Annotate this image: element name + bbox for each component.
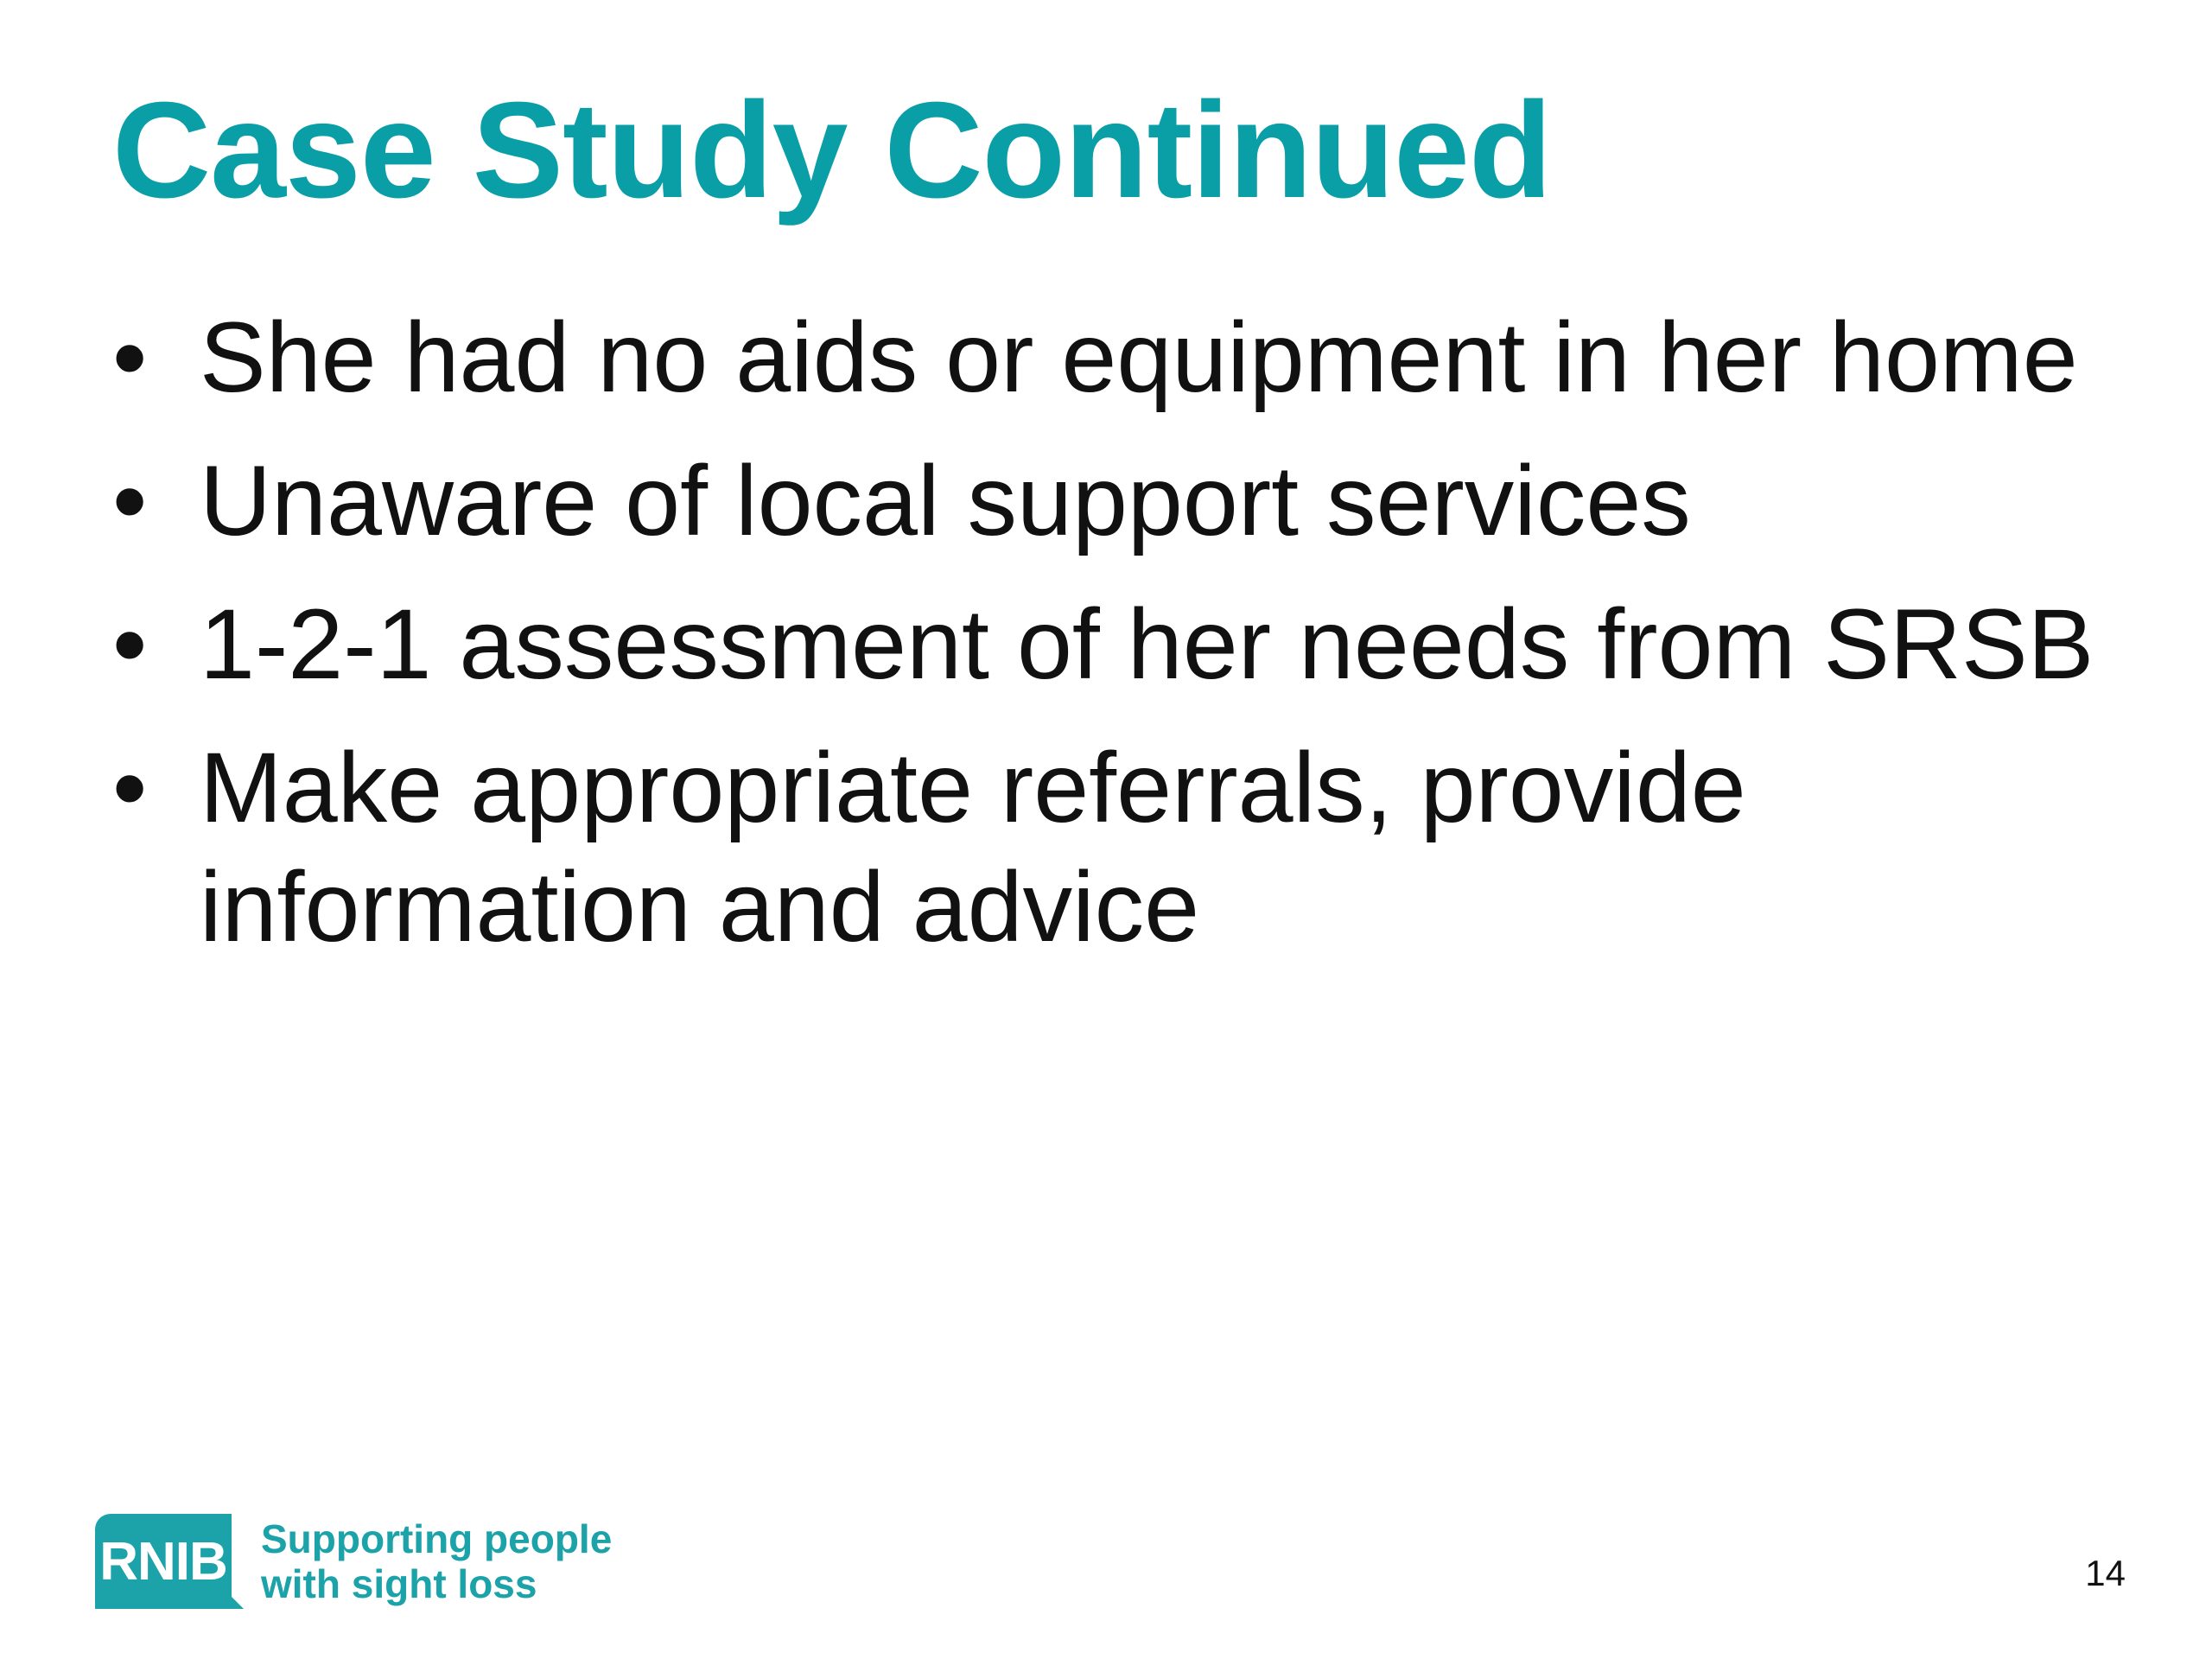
bullet-item: [112, 585, 2126, 704]
bullet-marker: •: [112, 733, 148, 843]
bullet-marker: •: [112, 589, 148, 700]
bullet-marker: •: [112, 446, 148, 556]
bullet-text: She had no aids or equipment in her home: [200, 302, 2078, 413]
bullet-item: [112, 298, 2126, 417]
rnib-logo: [95, 1514, 612, 1609]
rnib-logo-mark: RNIB: [95, 1514, 232, 1609]
slide-title: Case Study Continued: [112, 74, 1552, 226]
bullet-item: [112, 728, 2126, 967]
bullet-item: [112, 442, 2126, 561]
tagline-line-1: Supporting people: [261, 1516, 613, 1561]
logo-tagline: [261, 1516, 612, 1606]
bullet-text: Unaware of local support services: [200, 446, 1691, 556]
bullet-text: Make appropriate referrals, provide information and advice: [200, 733, 1746, 963]
bullet-marker: •: [112, 302, 148, 413]
bullet-list: [112, 298, 2126, 991]
page-number: 14: [2085, 1553, 2126, 1593]
bullet-text: 1-2-1 assessment of her needs from SRSB: [200, 589, 2094, 700]
tagline-line-2: with sight loss: [261, 1561, 537, 1606]
